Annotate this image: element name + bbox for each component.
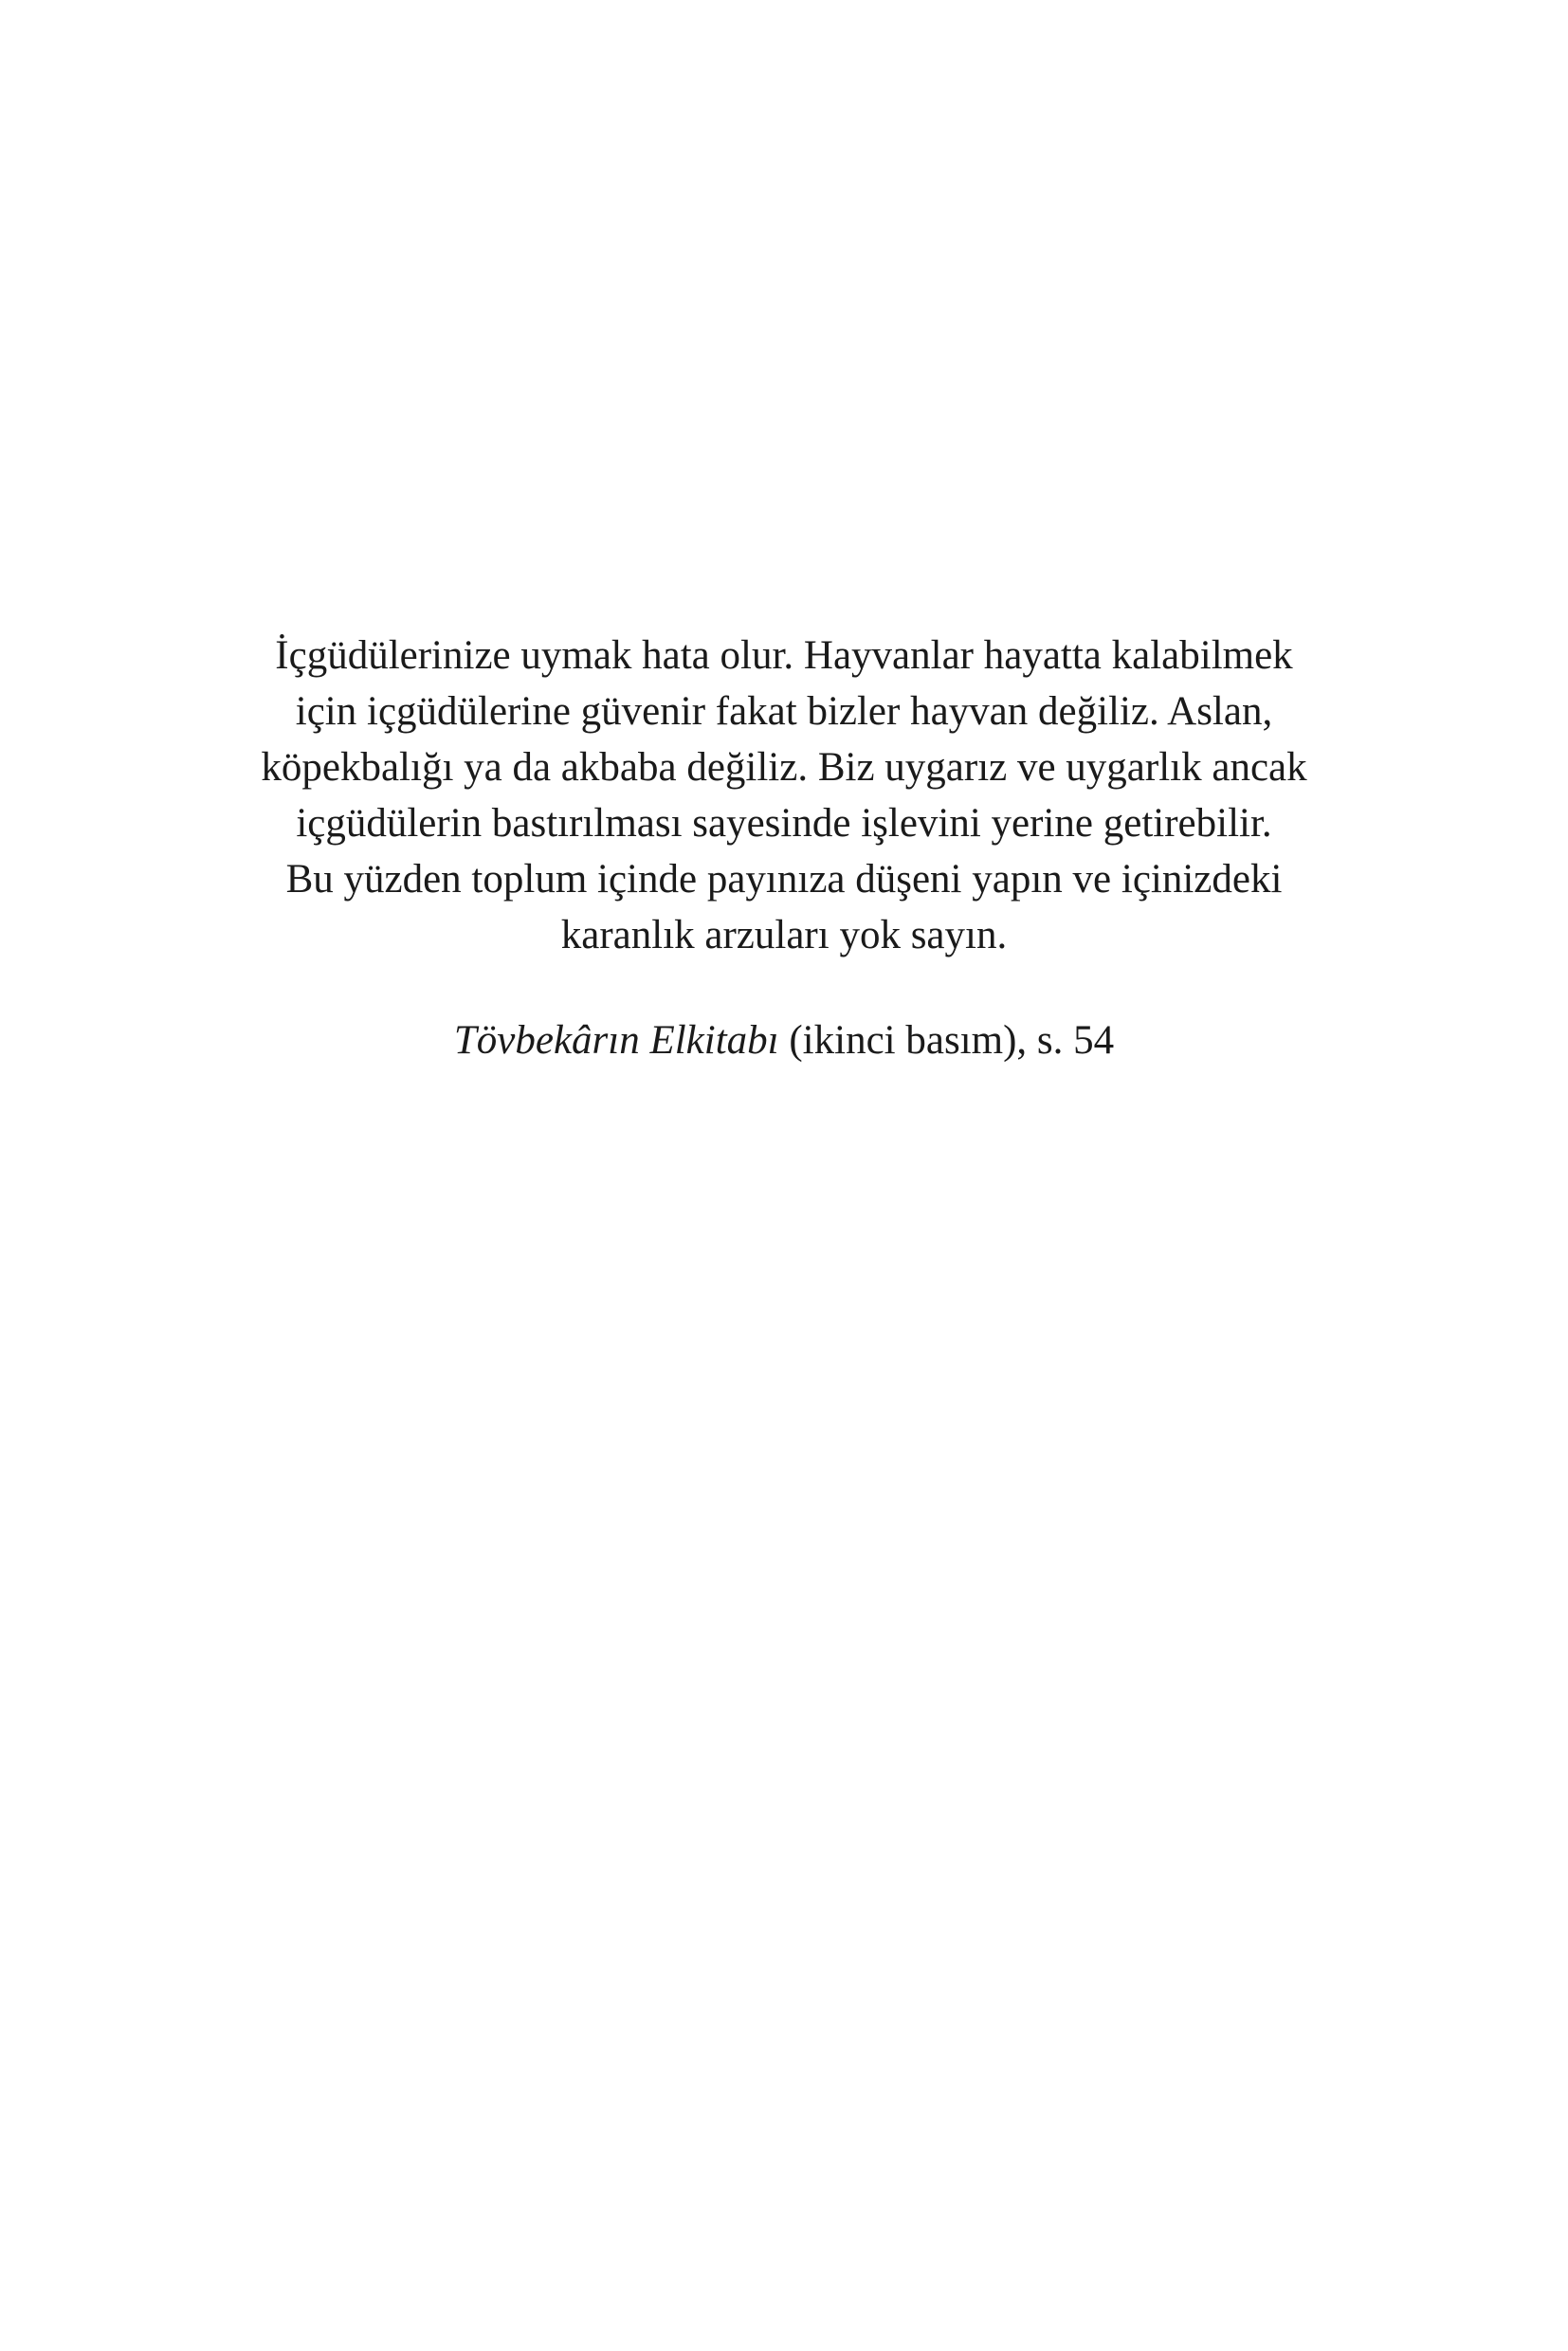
quote-line-5: Bu yüzden toplum içinde payınıza düşeni yapın ve içinizdeki (285, 857, 1283, 902)
quote-line-3: köpekbalığı ya da akbaba değiliz. Biz uygarız ve uygarlık ancak (261, 745, 1307, 790)
quote-line-1: İçgüdülerinize uymak hata olur. Hayvanlar hayatta kalabilmek (275, 633, 1293, 678)
quote-line-6: karanlık arzuları yok sayın. (560, 913, 1008, 957)
source-book-title: Tövbekârın Elkitabı (453, 1018, 779, 1063)
quote-line-2: için içgüdülerine güvenir fakat bizler hayvan değiliz. Aslan, (295, 689, 1273, 734)
quote-line-4: içgüdülerin bastırılması sayesinde işlevini yerine getirebilir. (296, 801, 1272, 846)
source-detail: (ikinci basım), s. 54 (778, 1018, 1115, 1063)
epigraph-source (0, 1012, 1568, 1068)
epigraph (0, 628, 1568, 1068)
